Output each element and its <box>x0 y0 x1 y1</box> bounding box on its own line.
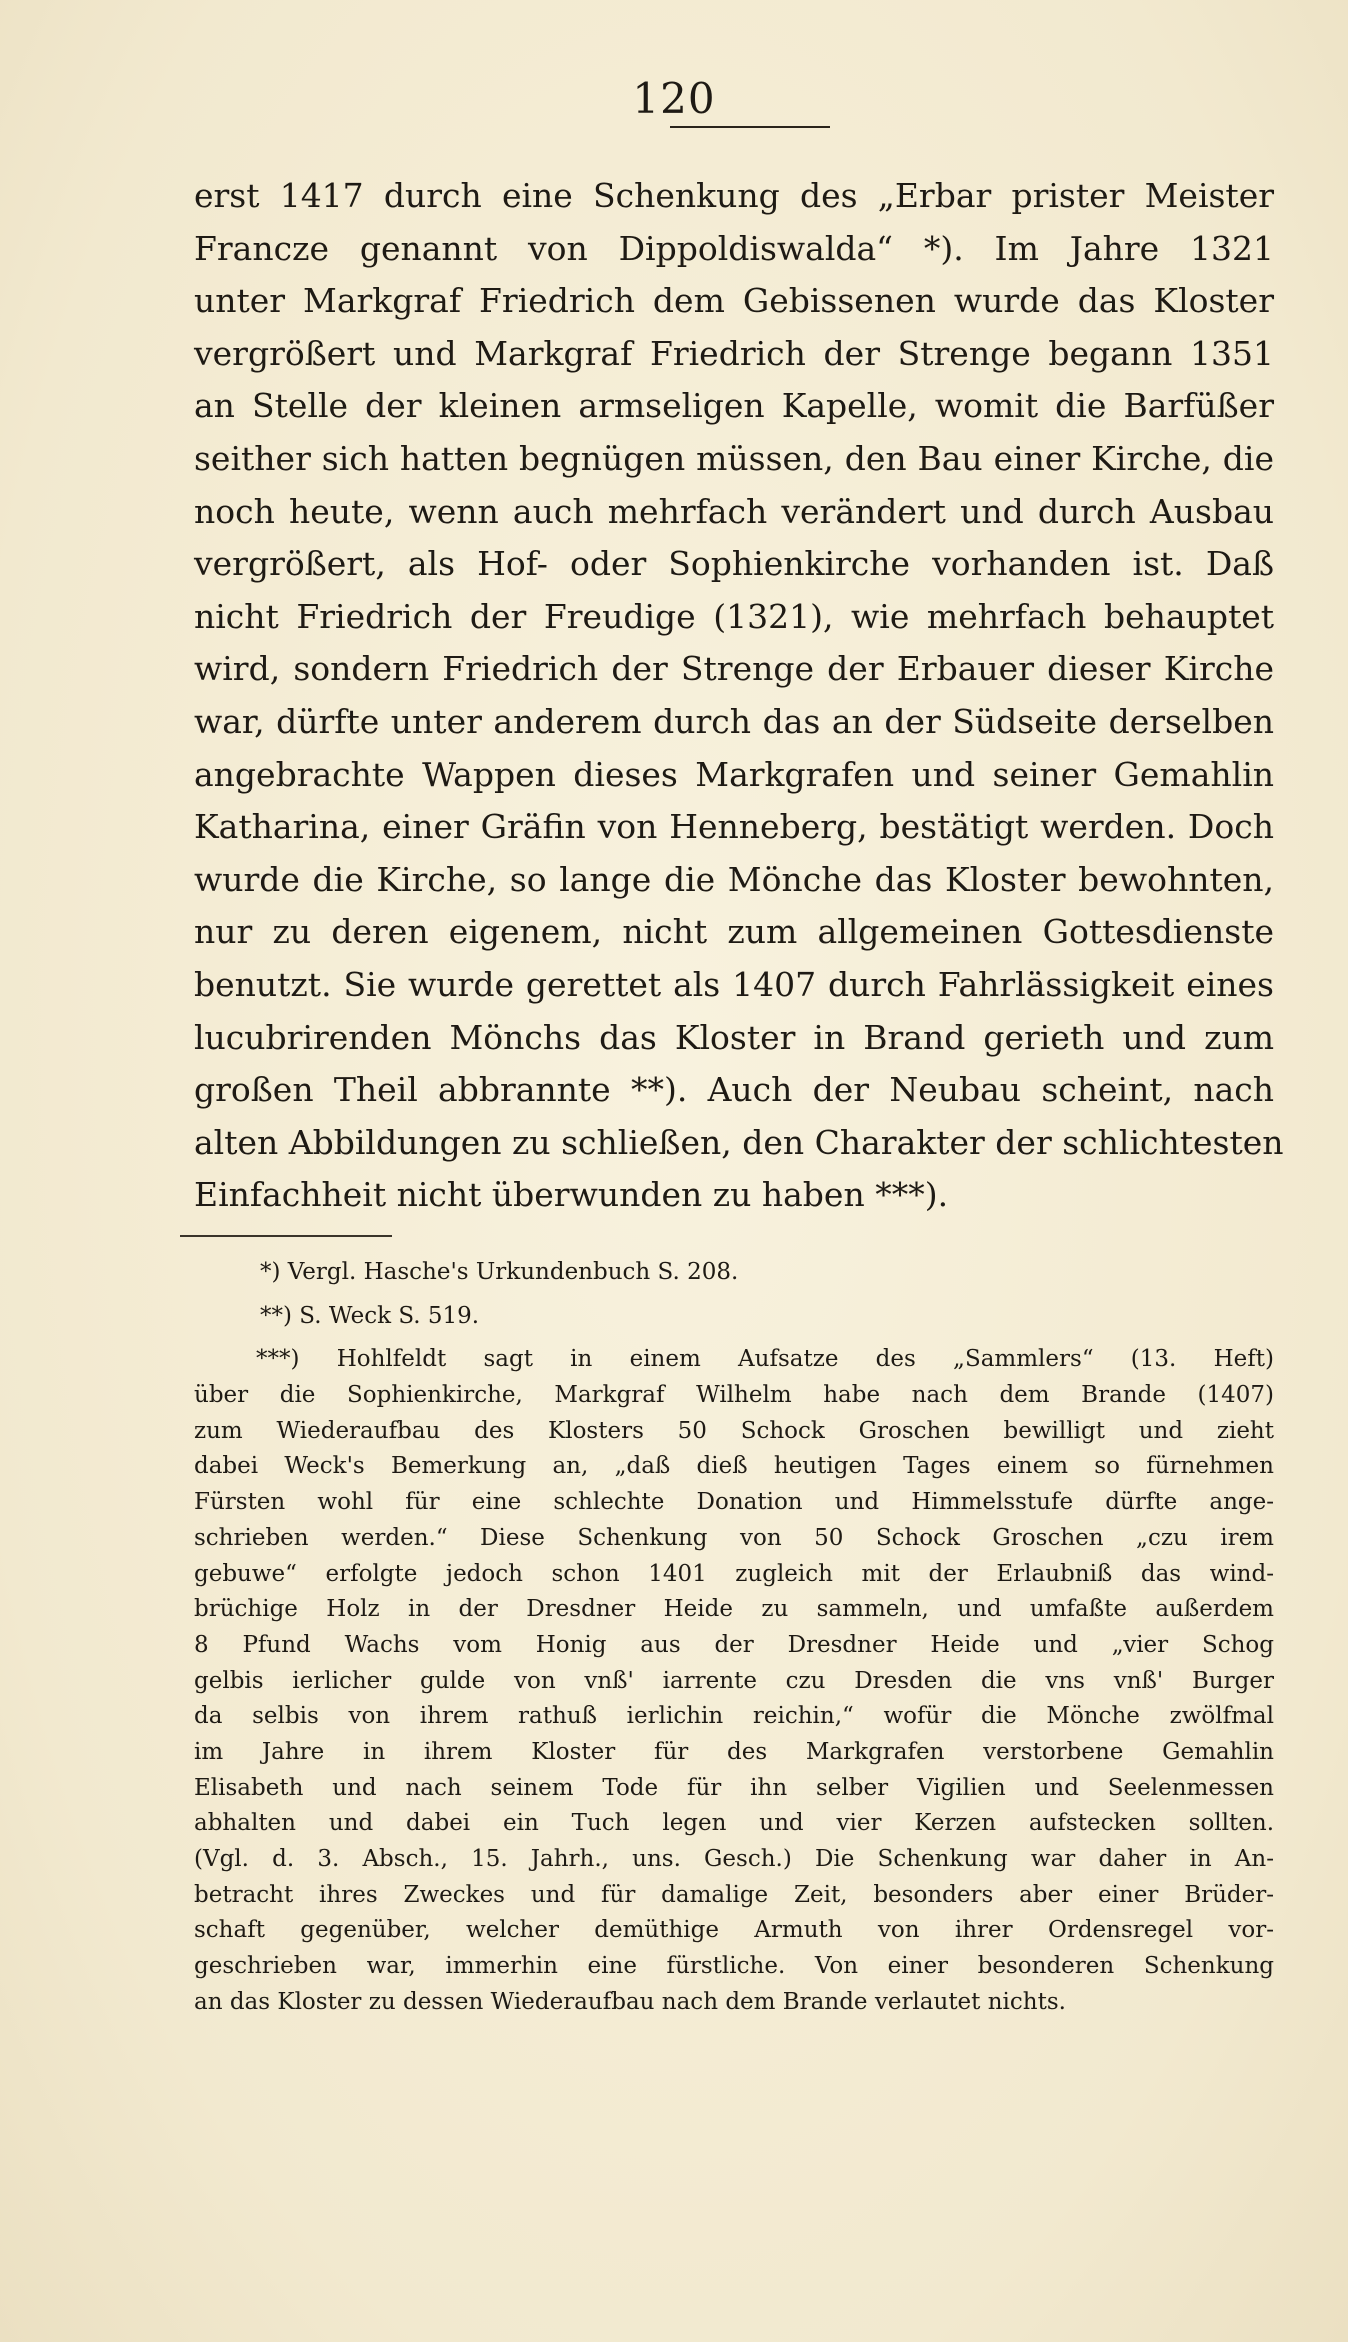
page-number: 120 <box>632 74 716 123</box>
footnote-3-line: im Jahre in ihrem Kloster für des Markgrafen verstorbene Gemahlin <box>194 1738 1274 1765</box>
text-line: erst 1417 durch eine Schenkung des „Erbar prister Meister <box>194 176 1274 215</box>
footnote-3-line: betracht ihres Zweckes und für damalige Zeit, besonders aber einer Brüder- <box>194 1881 1274 1908</box>
footnote-3-line: gebuwe“ erfolgte jedoch schon 1401 zugleich mit der Erlaubniß das wind- <box>194 1560 1274 1587</box>
text-line: lucubrirenden Mönchs das Kloster in Brand gerieth und zum <box>194 1017 1274 1057</box>
text-line: an Stelle der kleinen armseligen Kapelle, womit die Barfüßer <box>194 386 1274 426</box>
footnote-3-line: schaft gegenüber, welcher demüthige Armuth von ihrer Ordensregel vor- <box>194 1917 1274 1944</box>
text-line: war, dürfte unter anderem durch das an der Südseite derselben <box>194 701 1274 741</box>
text-line: vergrößert und Markgraf Friedrich der Strenge begann 1351 <box>194 333 1274 373</box>
footnote-divider <box>180 1235 392 1237</box>
footnotes <box>194 1255 1274 2020</box>
footnote-3-line: ***) Hohlfeldt sagt in einem Aufsatze des „Sammlers“ (13. Heft) <box>256 1346 1274 1373</box>
footnote-3-line: 8 Pfund Wachs vom Honig aus der Dresdner Heide und „vier Schog <box>194 1631 1274 1658</box>
text-line: noch heute, wenn auch mehrfach verändert und durch Ausbau <box>194 491 1274 531</box>
footnote-3-line: geschrieben war, immerhin eine fürstliche. Von einer besonderen Schenkung <box>194 1953 1274 1980</box>
footnote-3-line: brüchige Holz in der Dresdner Heide zu sammeln, und umfaßte außerdem <box>194 1596 1274 1623</box>
text-line: seither sich hatten begnügen müssen, den Bau einer Kirche, die <box>194 438 1274 478</box>
footnote-3-line: Fürsten wohl für eine schlechte Donation und Himmelsstufe dürfte ange- <box>194 1489 1274 1516</box>
text-line: Einfachheit nicht überwunden zu haben ***). <box>194 1175 949 1215</box>
footnote-3-line: schrieben werden.“ Diese Schenkung von 50 Schock Groschen „czu irem <box>194 1524 1274 1551</box>
footnote-1: *) Vergl. Hasche's Urkundenbuch S. 208. <box>260 1259 739 1285</box>
footnote-3-line: (Vgl. d. 3. Absch., 15. Jahrh., uns. Gesch.) Die Schenkung war daher in An- <box>194 1846 1274 1872</box>
text-line: angebrachte Wappen dieses Markgrafen und seiner Gemahlin <box>194 754 1274 794</box>
text-line: wird, sondern Friedrich der Strenge der Erbauer dieser Kirche <box>194 649 1274 689</box>
main-text <box>194 170 1284 1222</box>
text-line: alten Abbildungen zu schließen, den Charakter der schlichtesten <box>194 1122 1284 1162</box>
footnote-3-line: Elisabeth und nach seinem Tode für ihn selber Vigilien und Seelenmessen <box>194 1774 1274 1801</box>
footnote-3-line: abhalten und dabei ein Tuch legen und vier Kerzen aufstecken sollten. <box>194 1810 1274 1837</box>
footnote-3-line: zum Wiederaufbau des Klosters 50 Schock Groschen bewilligt und zieht <box>194 1417 1274 1444</box>
text-line: großen Theil abbrannte **). Auch der Neubau scheint, nach <box>194 1070 1274 1110</box>
text-line: unter Markgraf Friedrich dem Gebissenen wurde das Kloster <box>194 281 1274 321</box>
footnote-2: **) S. Weck S. 519. <box>260 1302 480 1329</box>
footnote-3-line: da selbis von ihrem rathuß ierlichin reichin,“ wofür die Mönche zwölfmal <box>194 1703 1274 1730</box>
text-line: Katharina, einer Gräfin von Henneberg, bestätigt werden. Doch <box>194 807 1274 847</box>
text-line: Francze genannt von Dippoldiswalda“ *). Im Jahre 1321 <box>194 228 1274 268</box>
footnote-3-line: gelbis ierlicher gulde von vnß' iarrente czu Dresden die vns vnß' Burger <box>194 1667 1274 1694</box>
footnote-3-line: dabei Weck's Bemerkung an, „daß dieß heutigen Tages einem so fürnehmen <box>194 1453 1274 1480</box>
text-line: nur zu deren eigenem, nicht zum allgemeinen Gottesdienste <box>194 912 1274 952</box>
text-line: benutzt. Sie wurde gerettet als 1407 durch Fahrlässigkeit eines <box>194 964 1274 1004</box>
footnote-3-line: an das Kloster zu dessen Wiederaufbau nach dem Brande verlautet nichts. <box>194 1988 1066 2015</box>
text-line: nicht Friedrich der Freudige (1321), wie mehrfach behauptet <box>194 596 1274 636</box>
footnote-3-line: über die Sophienkirche, Markgraf Wilhelm habe nach dem Brande (1407) <box>194 1382 1274 1409</box>
page-number-underline <box>670 126 830 128</box>
text-line: wurde die Kirche, so lange die Mönche das Kloster bewohnten, <box>194 859 1274 899</box>
text-line: vergrößert, als Hof- oder Sophienkirche vorhanden ist. Daß <box>194 544 1274 584</box>
